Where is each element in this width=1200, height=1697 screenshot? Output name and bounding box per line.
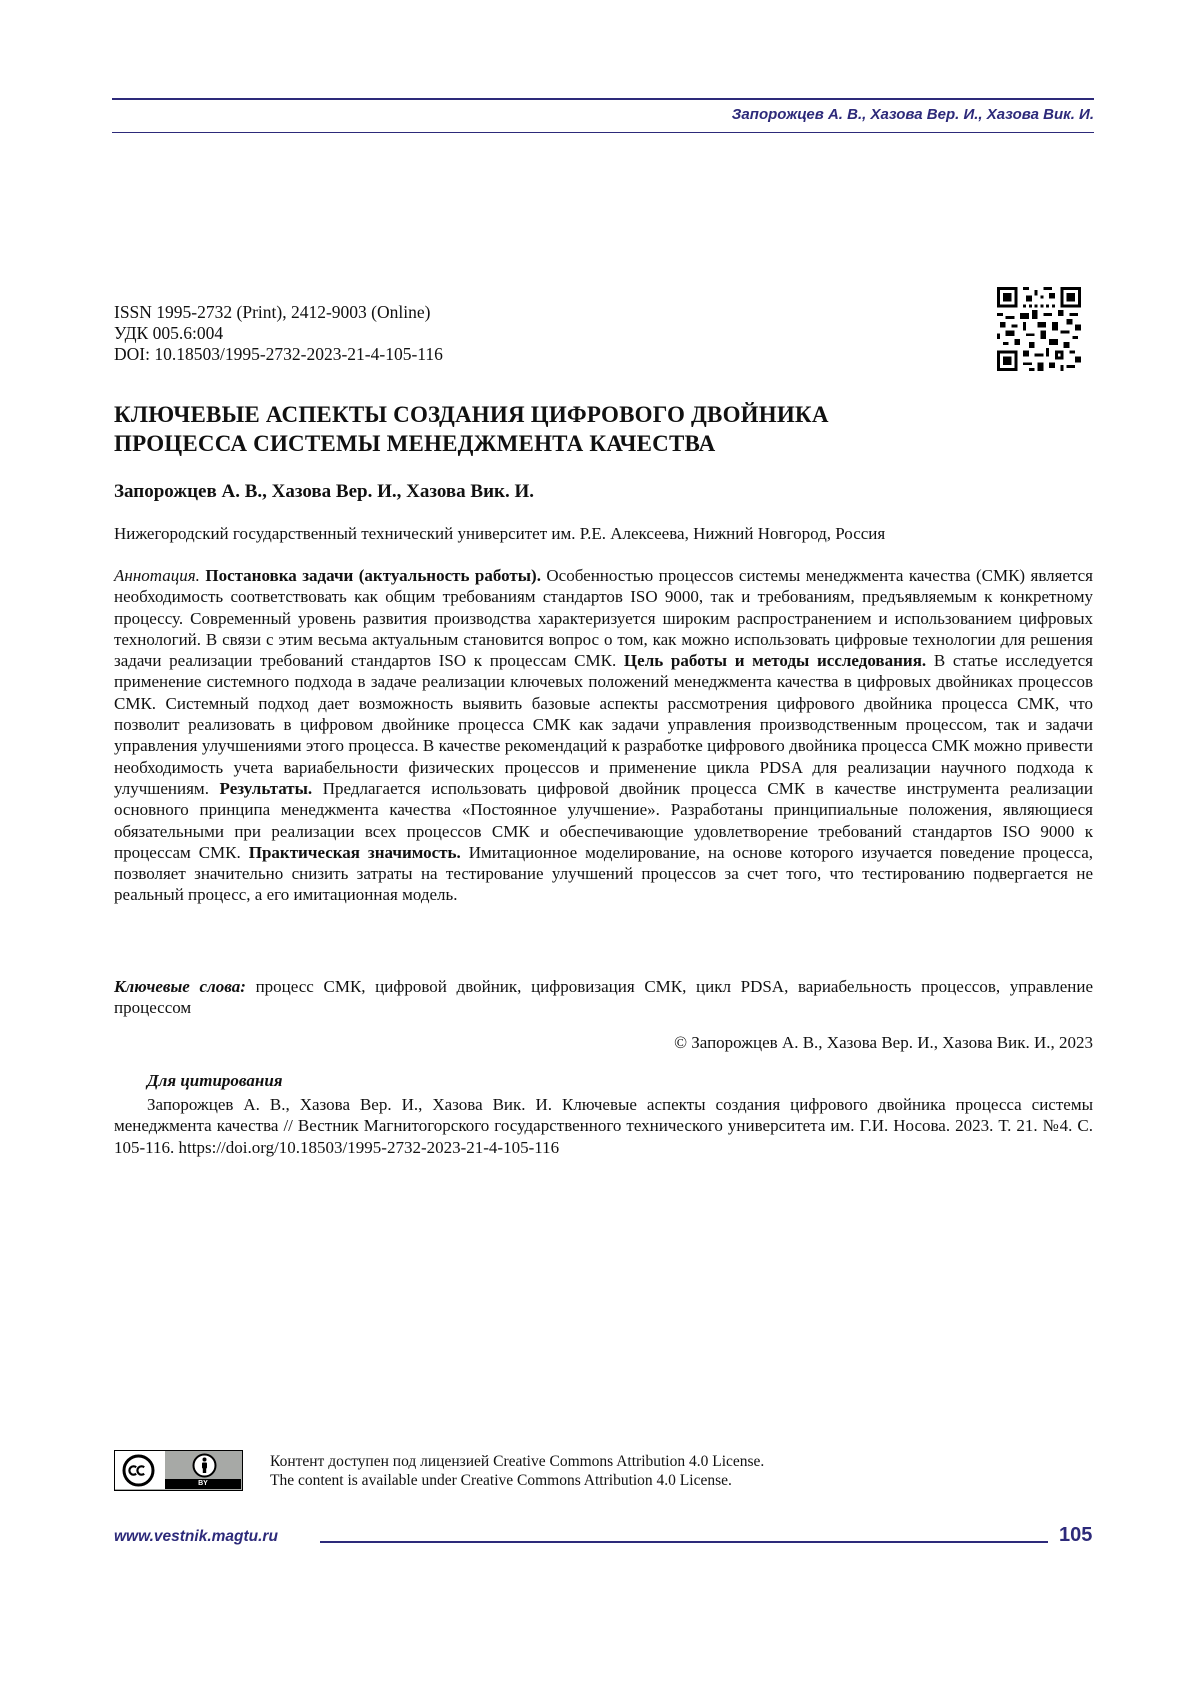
abstract-heading-task: Постановка задачи (актуальность работы). [205,566,541,585]
footer-url-link[interactable]: www.vestnik.magtu.ru [114,1528,278,1546]
copyright: © Запорожцев А. В., Хазова Вер. И., Хазова Вик. И., 2023 [674,1033,1093,1053]
qr-code-icon[interactable] [997,287,1081,371]
by-label: BY [165,1479,241,1489]
abstract-text-goal: В статье исследуется применение системного подхода в задаче реализации ключевых положений менеджмента качества в цифровых двойниках процессов СМК. Системный подход дает возможность выявить базовые аспекты рассмотрения цифрового двойника процесса СМК, что позволит реализовать в цифровом двойнике процесса СМК как задачи управления производственным процессом, так и задачи управления улучшениями этого процесса. В качестве рекомендаций к разработке цифрового двойника процесса СМК можно привести необходимость учета вариабельности физических процессов и применение цикла PDSA для реализации научного подхода к улучшениям. [114,651,1093,798]
page-number: 105 [1059,1524,1092,1547]
header-rule-bottom [112,132,1094,133]
doi: DOI: 10.18503/1995-2732-2023-21-4-105-116 [114,344,443,365]
license-text-en: The content is available under Creative Commons Attribution 4.0 License. [270,1471,764,1490]
header-rule-top [112,98,1094,100]
keywords-label: Ключевые слова: [114,977,246,996]
affiliation: Нижегородский государственный технический университет им. Р.Е. Алексеева, Нижний Новгород, Россия [114,524,885,544]
abstract-heading-significance: Практическая значимость. [249,843,461,862]
cc-by-badge[interactable] [114,1450,243,1491]
abstract-text-results: Предлагается использовать цифровой двойник процесса СМК в качестве инструмента реализации основного принципа менеджмента качества «Постоянное улучшение». Разработаны принципиальные положения, являющиеся обязательными при реализации всех процессов СМК и обеспечивающие удовлетворение требований стандартов ISO 9000 к процессам СМК. [114,779,1093,862]
cc-icon [122,1454,155,1487]
issn: ISSN 1995-2732 (Print), 2412-9003 (Online) [114,302,443,323]
attribution-person-icon [192,1453,217,1478]
title-line-2: ПРОЦЕССА СИСТЕМЫ МЕНЕДЖМЕНТА КАЧЕСТВА [114,429,1054,458]
abstract-label: Аннотация. [114,566,200,585]
udk: УДК 005.6:004 [114,323,443,344]
license-text [270,1452,764,1490]
article-title [114,400,1054,458]
running-header-authors: Запорожцев А. В., Хазова Вер. И., Хазова Вик. И. [732,106,1094,123]
abstract-heading-results: Результаты. [220,779,313,798]
abstract-text-significance: Имитационное моделирование, на основе которого изучается поведение процесса, позволяет значительно снизить затраты на тестирование улучшений процессов за счет того, что тестированию подвергается не реальный процесс, а его имитационная модель. [114,843,1093,905]
keywords [114,976,1093,1019]
citation-heading: Для цитирования [147,1071,283,1091]
identifiers-block [114,302,443,365]
abstract [114,565,1093,906]
abstract-heading-goal: Цель работы и методы исследования. [624,651,926,670]
abstract-text-task: Особенностью процессов системы менеджмента качества (СМК) является необходимость соответствовать как общим требованиям стандартов ISO 9000, так и требованиям, предъявляемым к конкретному процессу. Современный уровень развития производства характеризуется широким распространением и использованием цифровых технологий. В связи с этим весьма актуальным становится вопрос о том, как можно использовать цифровые технологии для решения задачи реализации требований стандартов ISO к процессам СМК. [114,566,1093,670]
footer-rule [320,1541,1048,1543]
license-text-ru: Контент доступен под лицензией Creative Commons Attribution 4.0 License. [270,1452,764,1471]
title-line-1: КЛЮЧЕВЫЕ АСПЕКТЫ СОЗДАНИЯ ЦИФРОВОГО ДВОЙНИКА [114,400,1054,429]
authors: Запорожцев А. В., Хазова Вер. И., Хазова Вик. И. [114,481,534,503]
keywords-text: процесс СМК, цифровой двойник, цифровизация СМК, цикл PDSA, вариабельность процессов, управление процессом [114,977,1093,1017]
citation-text[interactable]: Запорожцев А. В., Хазова Вер. И., Хазова Вик. И. Ключевые аспекты создания цифрового двойника процесса системы менеджмента качества // Вестник Магнитогорского государственного технического университета им. Г.И. Носова. 2023. Т. 21. №4. С. 105-116. https://doi.org/10.18503/1995-2732-2023-21-4-105-116 [114,1094,1093,1158]
by-strip [165,1479,241,1489]
